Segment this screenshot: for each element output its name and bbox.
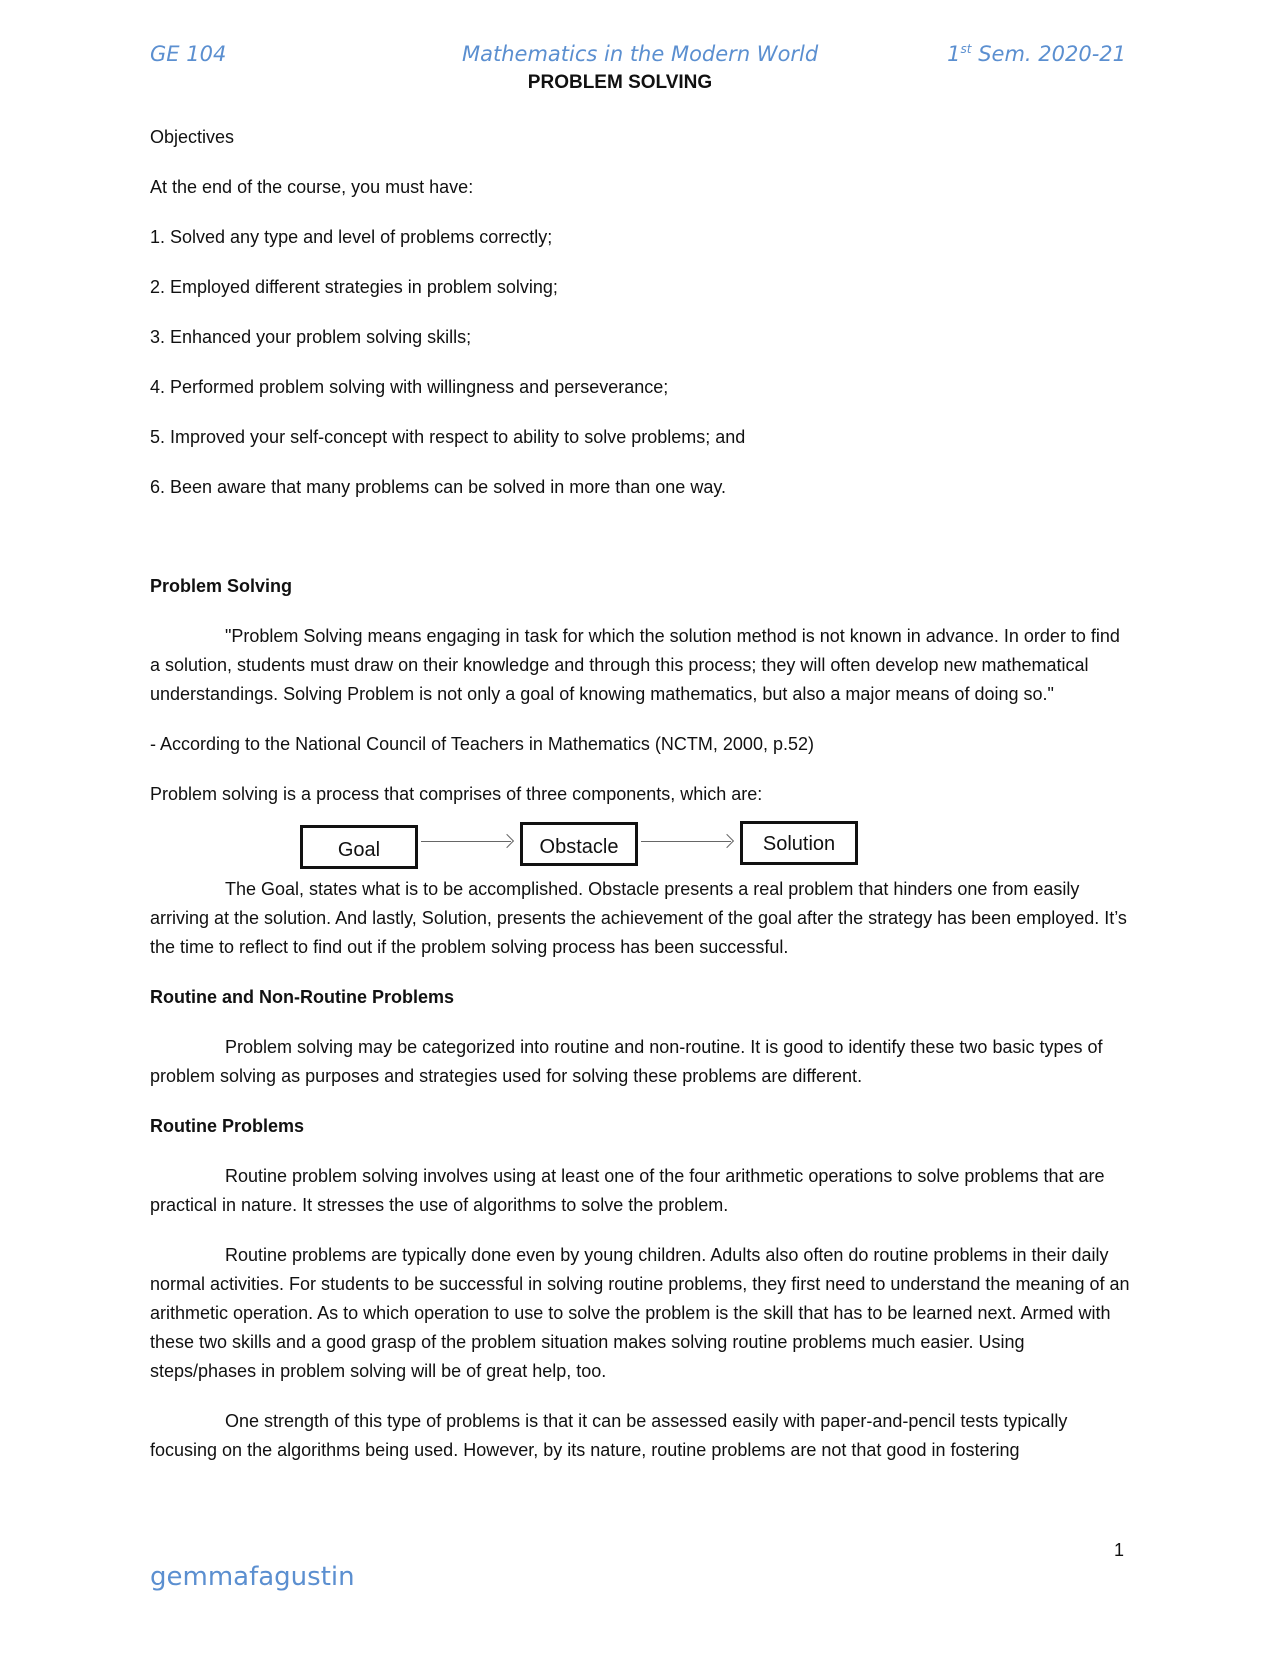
document-body (150, 123, 1130, 1465)
obstacle-box: Obstacle (520, 822, 638, 866)
objective-item: 3. Enhanced your problem solving skills; (150, 327, 472, 347)
semester-rest: Sem. 2020-21 (971, 42, 1126, 66)
objective-item: 6. Been aware that many problems can be solved in more than one way. (150, 477, 726, 497)
header-semester (947, 42, 1126, 66)
page-title: PROBLEM SOLVING (527, 72, 713, 93)
objective-item: 1. Solved any type and level of problems correctly; (150, 227, 553, 247)
routine-problems-heading: Routine Problems (150, 1116, 305, 1136)
footer-author: gemmafagustin (150, 1562, 355, 1592)
quote-citation: - According to the National Council of Teachers in Mathematics (NCTM, 2000, p.52) (150, 734, 814, 754)
objectives-intro: At the end of the course, you must have: (150, 177, 474, 197)
components-intro: Problem solving is a process that comprises of three components, which are: (150, 784, 763, 804)
header-subject: Mathematics in the Modern World (462, 42, 819, 66)
routine-nonroutine-text: Problem solving may be categorized into routine and non-routine. It is good to identify these two basic types of problem solving as purposes and strategies used for solving these problems are different. (150, 1037, 1103, 1086)
objective-item: 5. Improved your self-concept with respect to ability to solve problems; and (150, 427, 746, 447)
components-explanation: The Goal, states what is to be accomplished. Obstacle presents a real problem that hinders one from easily arriving at the solution. And lastly, Solution, presents the achievement of the goal after the strategy has been employed. It’s the time to reflect to find out if the problem solving process has been successful. (150, 879, 1127, 957)
problem-solving-quote: "Problem Solving means engaging in task for which the solution method is not known in advance. In order to find a solution, students must draw on their knowledge and through this process; they will often develop new mathematical understandings. Solving Problem is not only a goal of knowing mathematics, but also a major means of doing so." (150, 626, 1120, 704)
page-number: 1 (1114, 1540, 1125, 1560)
right-arrow-icon (641, 841, 731, 842)
objectives-heading: Objectives (150, 127, 235, 147)
objective-item: 4. Performed problem solving with willingness and perseverance; (150, 377, 669, 397)
routine-nonroutine-heading: Routine and Non-Routine Problems (150, 987, 454, 1007)
components-diagram (150, 821, 1130, 875)
solution-box: Solution (740, 821, 858, 865)
objective-item: 2. Employed different strategies in problem solving; (150, 277, 558, 297)
problem-solving-heading: Problem Solving (150, 576, 293, 596)
goal-box: Goal (300, 825, 418, 869)
header-course: GE 104 (150, 42, 227, 66)
semester-prefix: 1 (947, 42, 961, 66)
routine-paragraph: Routine problems are typically done even by young children. Adults also often do routine problems in their daily normal activities. For students to be successful in solving routine problems, they first need to understand the meaning of an arithmetic operation. As to which operation to use to solve the problem is the skill that has to be learned next. Armed with these two skills and a good grasp of the problem situation makes solving routine problems much easier. Using steps/phases in problem solving will be of great help, too. (150, 1245, 1130, 1381)
right-arrow-icon (421, 841, 511, 842)
routine-paragraph: Routine problem solving involves using at least one of the four arithmetic operations to solve problems that are practical in nature. It stresses the use of algorithms to solve the problem. (150, 1166, 1105, 1215)
routine-paragraph: One strength of this type of problems is that it can be assessed easily with paper-and-pencil tests typically focusing on the algorithms being used. However, by its nature, routine problems are not that good in fostering (150, 1411, 1068, 1460)
semester-sup: st (960, 42, 972, 56)
